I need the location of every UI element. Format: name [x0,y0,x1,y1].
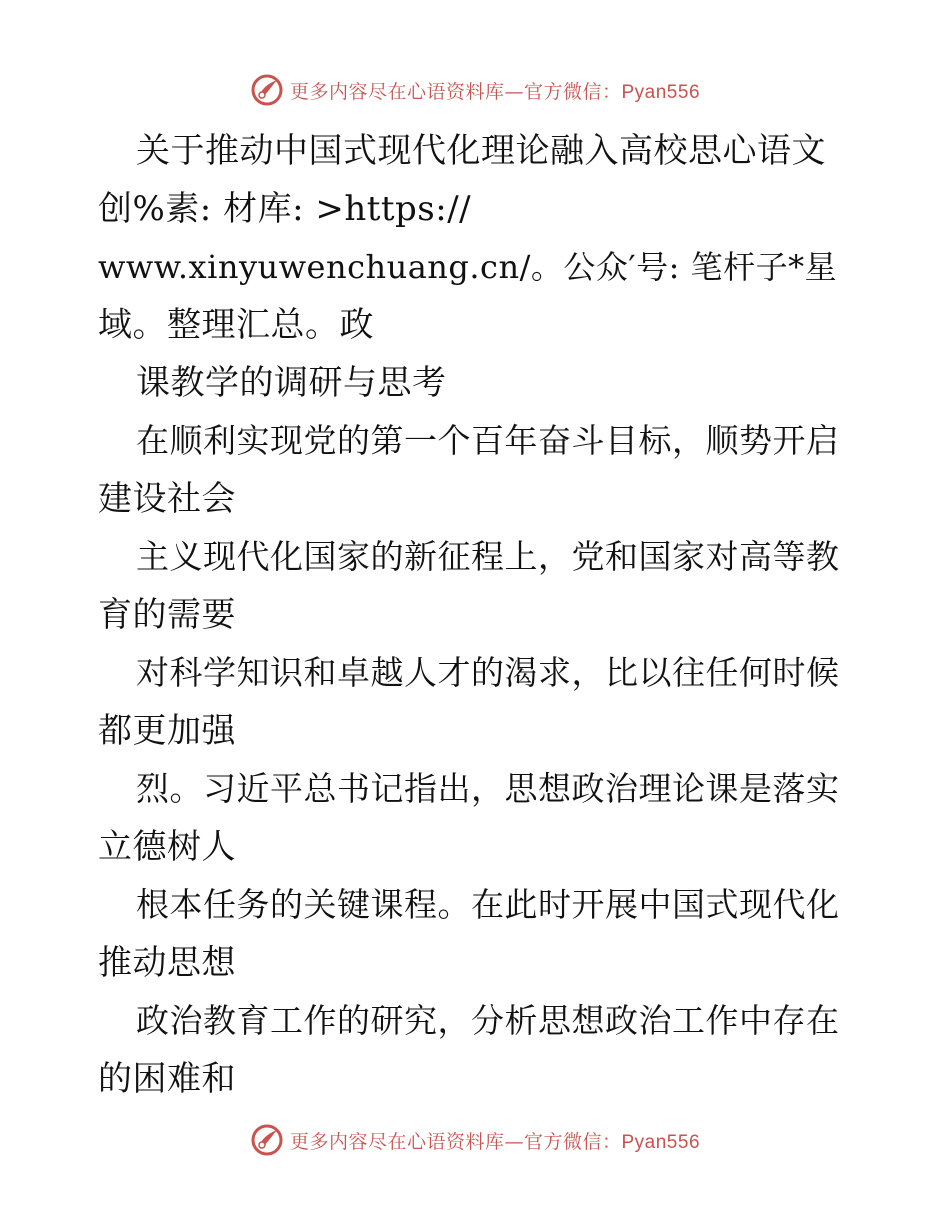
text-line: 创%素: 材库: >https:// [98,189,472,229]
text-line: www.xinyuwenchuang.cn/。公众′号: 笔杆子*星 [98,248,838,286]
text-line: 课教学的调研与思考 [136,363,447,403]
banner-text: 更多内容尽在心语资料库—官方微信：Pyan556 [289,1130,701,1153]
text-line: 在顺利实现党的第一个百年奋斗目标，顺势开启 [136,421,840,460]
footer-banner [0,1120,950,1160]
text-line: 对科学知识和卓越人才的渴求，比以往任何时候 [136,653,840,692]
document-body [98,122,858,1108]
wechat-id: Pyan556 [621,81,701,103]
text-line: 都更加强 [98,711,236,751]
text-line: 的困难和 [98,1059,236,1099]
text-line: 域。整理汇总。政 [98,305,374,345]
text-line: 烈。习近平总书记指出，思想政治理论课是落实 [136,769,840,808]
text-line: 政治教育工作的研究，分析思想政治工作中存在 [136,1001,840,1040]
text-line: 建设社会 [98,479,236,519]
text-line: 根本任务的关键课程。在此时开展中国式现代化 [136,885,840,924]
header-banner [0,70,950,110]
text-line: 关于推动中国式现代化理论融入高校思心语文 [136,131,826,171]
lotus-pen-logo-icon [250,73,284,107]
text-line: 推动思想 [98,943,236,983]
text-line: 主义现代化国家的新征程上，党和国家对高等教 [136,537,840,576]
text-line: 立德树人 [98,827,236,867]
banner-text: 更多内容尽在心语资料库—官方微信：Pyan556 [289,80,701,103]
text-line: 育的需要 [98,595,236,635]
lotus-pen-logo-icon [250,1123,284,1157]
wechat-id: Pyan556 [621,1131,701,1153]
